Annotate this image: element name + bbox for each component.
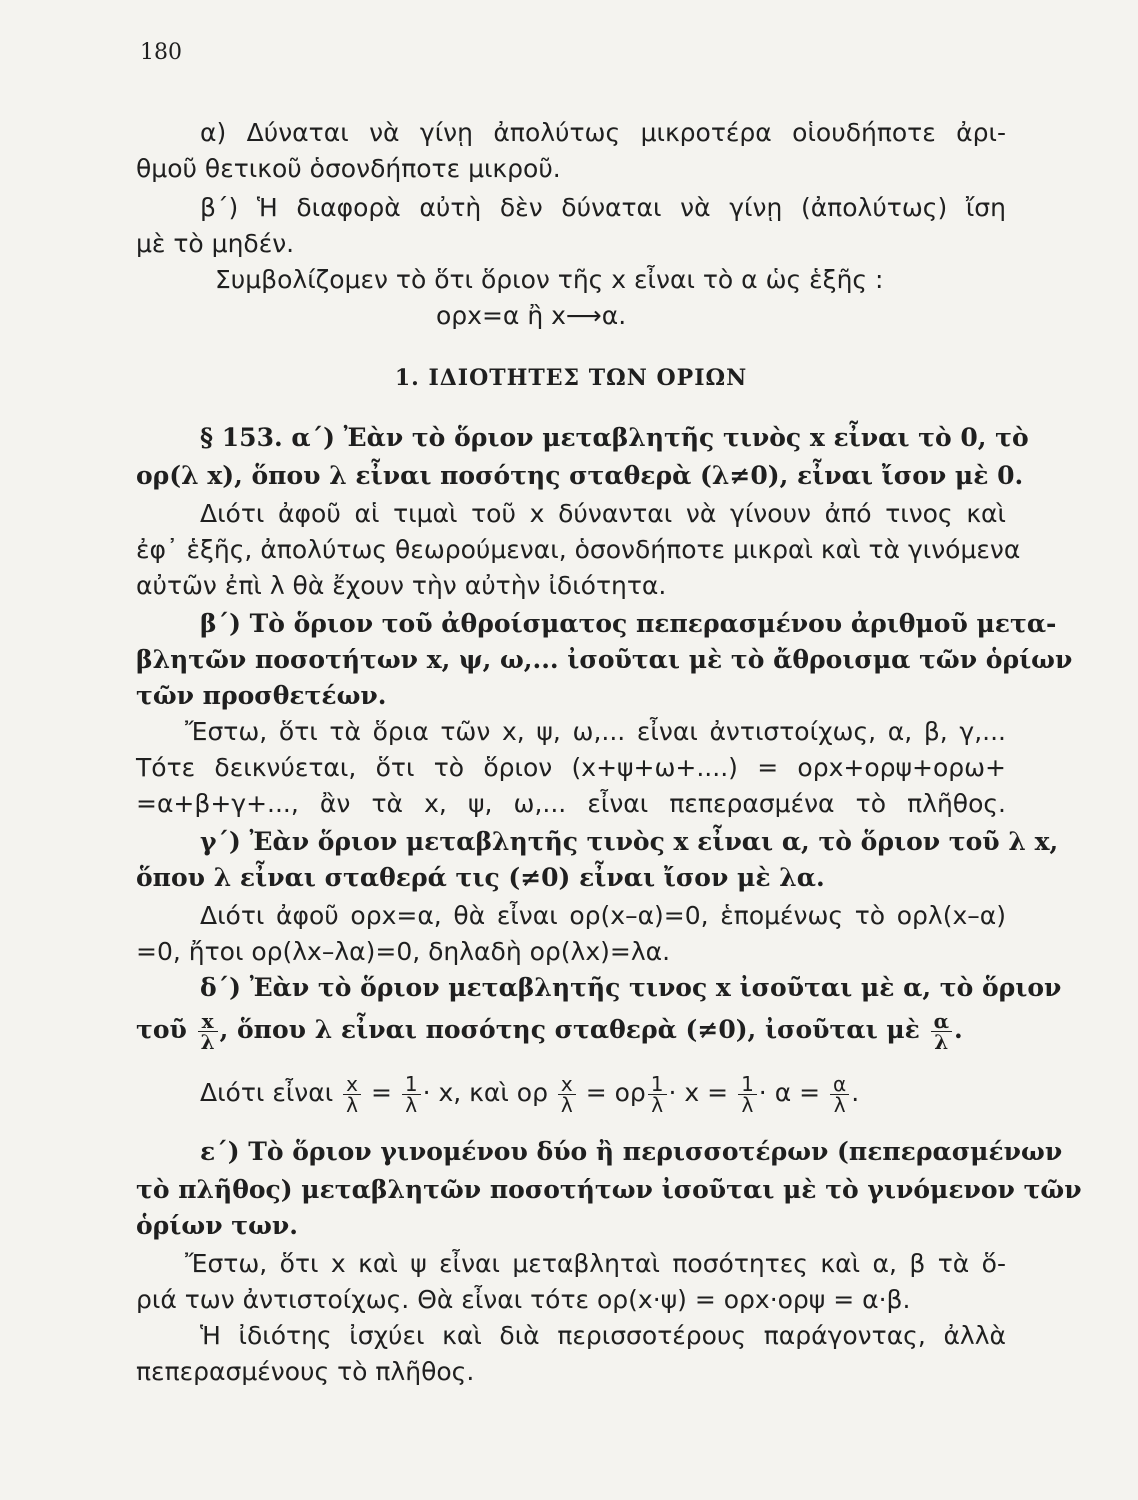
theorem-line: ὅπου λ εἶναι σταθερά τις (≠0) εἶναι ἴσον μὲ λα. [136,863,825,892]
fraction-a-over-lambda: $\frac{\alpha}{\lambda}$ [931,1011,952,1052]
text-line: Διότι ἀφοῦ ορx=α, θὰ εἶναι ορ(x–α)=0, ἑπομένως τὸ ορλ(x–α) [200,901,1006,930]
formula-line: ορx=α ἢ x⟶α. [436,301,627,330]
theorem-line: § 153. α΄) Ἐὰν τὸ ὅριον μεταβλητῆς τινὸς x εἶναι τὸ 0, τὸ [200,423,1029,452]
theorem-line: γ΄) Ἐὰν ὅριον μεταβλητῆς τινὸς x εἶναι α, τὸ ὅριον τοῦ λ x, [200,827,1059,856]
text-line: α) Δύναται νὰ γίνῃ ἀπολύτως μικροτέρα οἱουδήποτε ἀρι- [200,118,1006,147]
text-line: ριά των ἀντιστοίχως. Θὰ εἶναι τότε ορ(x·ψ) = ορx·ορψ = α·β. [136,1285,911,1314]
fraction-one-over-lambda: $\frac{1}{\lambda}$ [648,1074,667,1115]
fraction-one-over-lambda: $\frac{1}{\lambda}$ [738,1074,757,1115]
theorem-line-with-fractions: τοῦ $\frac{x}{\lambda}$ , ὅπου λ εἶναι ποσότης σταθερὰ (≠0), ἰσοῦται μὲ $\frac{\alpha}{\lambda}$ . [136,1009,963,1054]
page-number: 180 [140,40,182,65]
text-line: Διότι ἀφοῦ αἱ τιμαὶ τοῦ x δύνανται νὰ γίνουν ἀπό τινος καὶ [200,499,1006,528]
text-line: Ἡ ἰδιότης ἰσχύει καὶ διὰ περισσοτέρους παράγοντας, ἀλλὰ [200,1321,1006,1350]
theorem-line: δ΄) Ἐὰν τὸ ὅριον μεταβλητῆς τινος x ἰσοῦται μὲ α, τὸ ὅριον [200,973,1062,1002]
theorem-line: τὸ πλῆθος) μεταβλητῶν ποσοτήτων ἰσοῦται μὲ τὸ γινόμενον τῶν [136,1175,1082,1204]
text-line: β΄) Ἡ διαφορὰ αὐτὴ δὲν δύναται νὰ γίνῃ (ἀπολύτως) ἴση [200,193,1006,222]
theorem-line: ὁρίων των. [136,1211,298,1240]
text-line: θμοῦ θετικοῦ ὁσονδήποτε μικροῦ. [136,154,561,183]
fraction-a-over-lambda: $\frac{\alpha}{\lambda}$ [830,1074,849,1115]
fraction-one-over-lambda: $\frac{1}{\lambda}$ [402,1074,421,1115]
fraction-x-over-lambda: $\frac{x}{\lambda}$ [343,1074,361,1115]
theorem-line: βλητῶν ποσοτήτων x, ψ, ω,... ἰσοῦται μὲ τὸ ἄθροισμα τῶν ὁρίων [136,645,1073,674]
text-line: ἐφ᾽ ἑξῆς, ἀπολύτως θεωρούμεναι, ὁσονδήποτε μικραὶ καὶ τὰ γινόμενα [136,535,1021,564]
text-line: Τότε δεικνύεται, ὅτι τὸ ὅριον (x+ψ+ω+....) = ορx+ορψ+ορω+ [136,753,1006,782]
text-line: Ἔστω, ὅτι x καὶ ψ εἶναι μεταβληταὶ ποσότητες καὶ α, β τὰ ὅ- [185,1249,1006,1278]
theorem-line: τῶν προσθετέων. [136,681,387,710]
text-line: μὲ τὸ μηδέν. [136,229,295,258]
text-line: =0, ἤτοι ορ(λx–λα)=0, δηλαδὴ ορ(λx)=λα. [136,937,671,966]
proof-formula-line: Διότι εἶναι $\frac{x}{\lambda}$ = $\frac{1}{\lambda}$ · x, καὶ ορ $\frac{x}{\lambda}$ = ορ $\frac{1}{\lambda}$ · x = $\frac{1}{\lambda}$ · α = $\frac{\alpha}{\lambda}$ . [200,1071,860,1117]
theorem-line: ε΄) Τὸ ὅριον γινομένου δύο ἢ περισσοτέρων (πεπερασμένων [200,1137,1063,1166]
section-heading: 1. ΙΔΙΟΤΗΤΕΣ ΤΩΝ ΟΡΙΩΝ [394,365,748,391]
text-line: Ἔστω, ὅτι τὰ ὅρια τῶν x, ψ, ω,... εἶναι ἀντιστοίχως, α, β, γ,... [185,717,1006,746]
theorem-line: ορ(λ x), ὅπου λ εἶναι ποσότης σταθερὰ (λ≠0), εἶναι ἴσον μὲ 0. [136,461,1024,490]
fraction-x-over-lambda: $\frac{x}{\lambda}$ [198,1011,218,1052]
fraction-x-over-lambda: $\frac{x}{\lambda}$ [558,1074,576,1115]
text-line: Συμβολίζομεν τὸ ὅτι ὅριον τῆς x εἶναι τὸ α ὡς ἑξῆς : [215,265,884,294]
theorem-line: β΄) Τὸ ὅριον τοῦ ἀθροίσματος πεπερασμένου ἀριθμοῦ μετα- [200,609,1057,638]
text-line: πεπερασμένους τὸ πλῆθος. [136,1357,475,1386]
text-line: αὐτῶν ἐπὶ λ θὰ ἔχουν τὴν αὐτὴν ἰδιότητα. [136,571,667,600]
text-line: =α+β+γ+..., ἂν τὰ x, ψ, ω,... εἶναι πεπερασμένα τὸ πλῆθος. [136,789,1006,818]
